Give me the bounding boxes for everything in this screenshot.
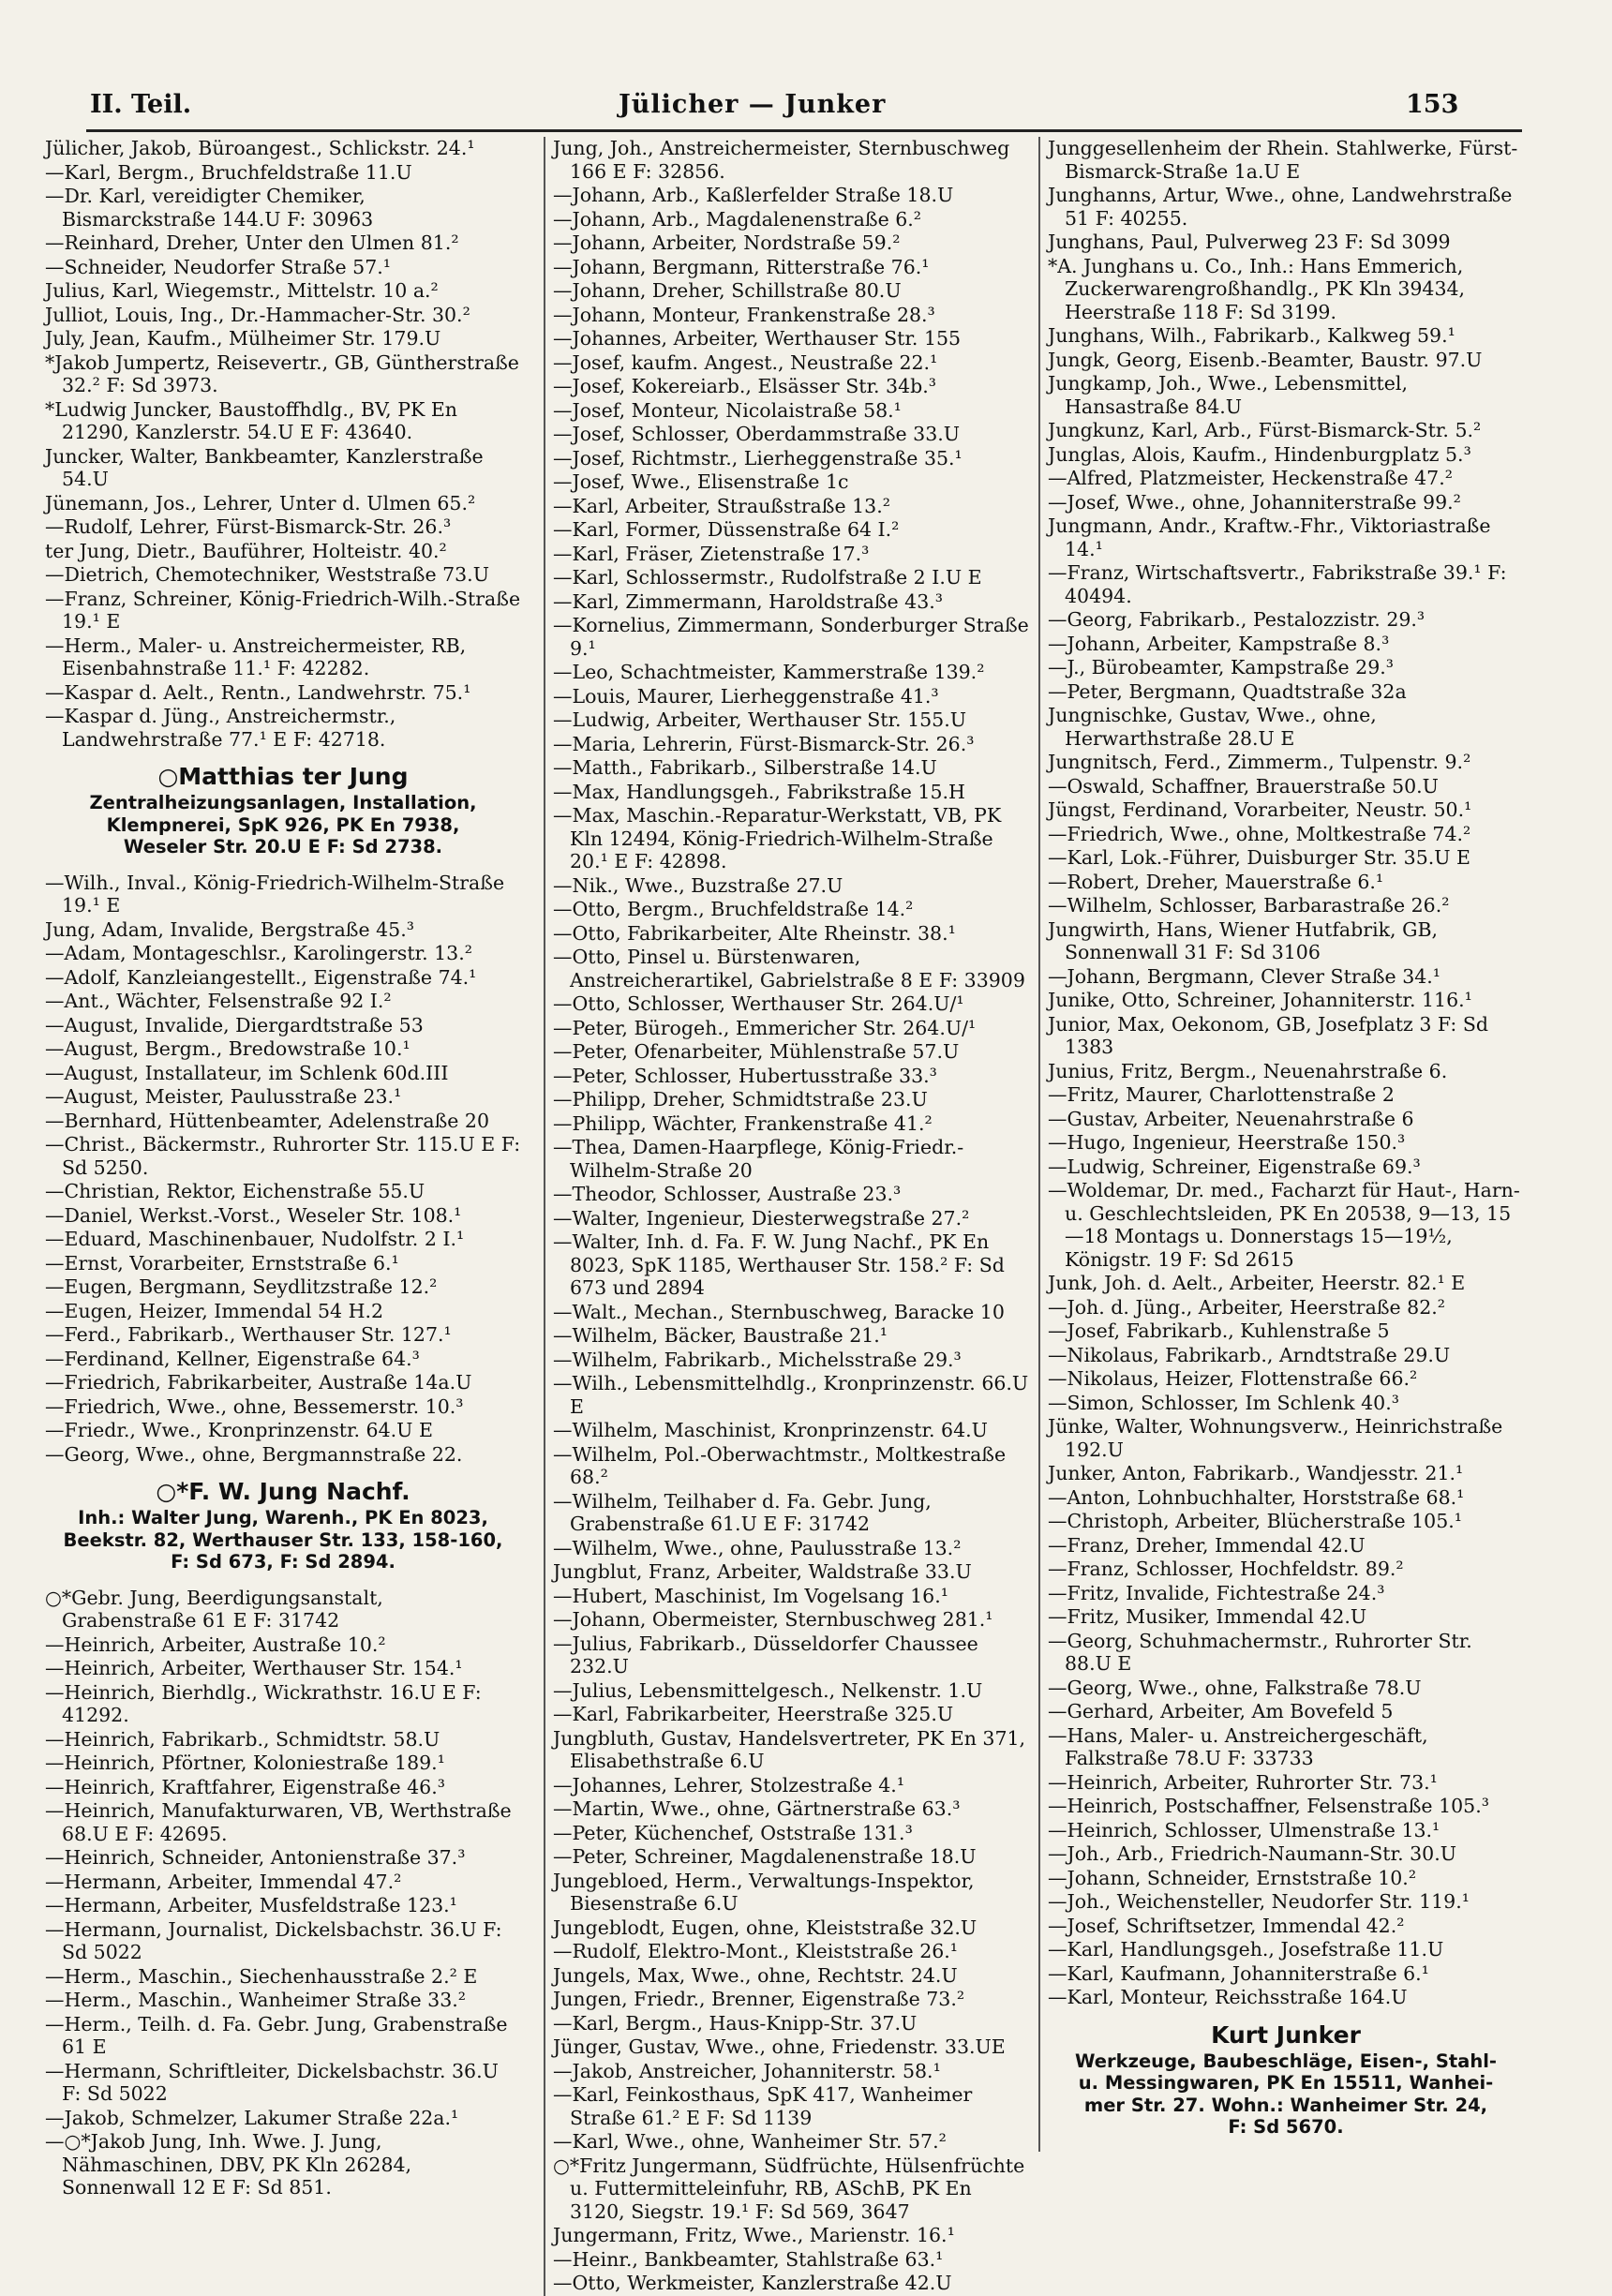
- directory-entry: Jungbluth, Gustav, Handelsvertreter, PK En 371, Elisabethstraße 6.U: [553, 1726, 1026, 1772]
- directory-entry: —Heinrich, Bierhdlg., Wickrathstr. 16.U E F: 41292.: [45, 1680, 482, 1726]
- directory-entry: —Walter, Ingenieur, Diesterwegstraße 27.²: [553, 1206, 970, 1230]
- directory-entry: —Gerhard, Arbeiter, Am Bovefeld 5: [1048, 1700, 1394, 1722]
- directory-entry: —Dr. Karl, vereidigter Chemiker, Bismarckstraße 144.U F: 30963: [45, 185, 374, 231]
- directory-entry: —Josef, Monteur, Nicolaistraße 58.¹: [553, 398, 902, 422]
- directory-entry: Juncker, Walter, Bankbeamter, Kanzlerstraße 54.U: [45, 444, 484, 490]
- directory-entry: —Kornelius, Zimmermann, Sonderburger Straße 9.¹: [553, 614, 1029, 660]
- directory-entry: —Hugo, Ingenieur, Heerstraße 150.³: [1048, 1131, 1406, 1154]
- directory-entry: —Wilhelm, Fabrikarb., Michelsstraße 29.³: [553, 1348, 962, 1371]
- directory-entry: —Herm., Maschin., Wanheimer Straße 33.²: [45, 1989, 466, 2011]
- directory-entry: —August, Meister, Paulusstraße 23.¹: [45, 1085, 402, 1108]
- directory-entry: Jungermann, Fritz, Wwe., Marienstr. 16.¹: [553, 2224, 955, 2246]
- directory-entry: —Schneider, Neudorfer Straße 57.¹: [45, 255, 391, 278]
- directory-entry: —Wilhelm, Teilhaber d. Fa. Gebr. Jung, Grabenstraße 61.U E F: 31742: [553, 1489, 932, 1535]
- advertisement-block: [1048, 2020, 1524, 2139]
- directory-entry: —Johannes, Lehrer, Stolzestraße 4.¹: [553, 1773, 905, 1797]
- directory-entry: —Karl, Schlossermstr., Rudolfstraße 2 I.U E: [553, 566, 982, 589]
- directory-entry: Jungnischke, Gustav, Wwe., ohne, Herwarthstraße 28.U E: [1048, 704, 1377, 750]
- directory-entry: —Ludwig, Arbeiter, Werthauser Str. 155.U: [553, 708, 967, 731]
- directory-entry: —Rudolf, Elektro-Mont., Kleiststraße 26.¹: [553, 1940, 959, 1962]
- page-section-label: II. Teil.: [90, 90, 192, 119]
- directory-entry: —Robert, Dreher, Mauerstraße 6.¹: [1048, 870, 1384, 893]
- directory-entry: —Otto, Schlosser, Werthauser Str. 264.U/¹: [553, 992, 964, 1015]
- directory-entry: Jungwirth, Hans, Wiener Hutfabrik, GB, Sonnenwall 31 F: Sd 3106: [1048, 917, 1439, 963]
- directory-entry: Julius, Karl, Wiegemstr., Mittelstr. 10 a.²: [45, 279, 439, 302]
- directory-entry: *Jakob Jumpertz, Reisevertr., GB, Güntherstraße 32.² F: Sd 3973.: [45, 350, 519, 396]
- directory-entry: Jünger, Gustav, Wwe., ohne, Friedenstr. 33.UE: [553, 2035, 1006, 2058]
- directory-entry: —Johann, Obermeister, Sternbuschweg 281.¹: [553, 1608, 993, 1631]
- directory-entry: —Wilh., Inval., König-Friedrich-Wilhelm-Straße 19.¹ E: [45, 871, 505, 917]
- directory-entry: —Anton, Lohnbuchhalter, Horststraße 68.¹: [1048, 1485, 1465, 1509]
- directory-entry: Junghanns, Artur, Wwe., ohne, Landwehrstraße 51 F: 40255.: [1048, 184, 1513, 230]
- directory-entry: —Julius, Lebensmittelgesch., Nelkenstr. 1.U: [553, 1678, 983, 1702]
- directory-entry: —Heinrich, Manufakturwaren, VB, Werthstraße 68.U E F: 42695.: [45, 1799, 512, 1845]
- directory-entry: —Karl, Feinkosthaus, SpK 417, Wanheimer Straße 61.² E F: Sd 1139: [553, 2083, 973, 2129]
- directory-entry: —Ludwig, Schreiner, Eigenstraße 69.³: [1048, 1155, 1421, 1178]
- advertisement-line: F: Sd 673, F: Sd 2894.: [171, 1551, 396, 1573]
- directory-entry: —Johann, Schneider, Ernststraße 10.²: [1048, 1866, 1417, 1889]
- directory-entry: —Daniel, Werkst.-Vorst., Weseler Str. 108.¹: [45, 1203, 462, 1227]
- advertisement-title: ○*F. W. Jung Nachf.: [156, 1478, 410, 1505]
- directory-entry: —Ferd., Fabrikarb., Werthauser Str. 127.¹: [45, 1323, 452, 1346]
- directory-entry: —Heinr., Bankbeamter, Stahlstraße 63.¹: [553, 2247, 944, 2271]
- directory-entry: —Louis, Maurer, Lierheggenstraße 41.³: [553, 684, 939, 708]
- directory-entry: Junglas, Alois, Kaufm., Hindenburgplatz 5.³: [1048, 442, 1471, 466]
- directory-entry: —Heinrich, Schneider, Antonienstraße 37.³: [45, 1846, 466, 1869]
- directory-entry: —Philipp, Wächter, Frankenstraße 41.²: [553, 1111, 933, 1135]
- directory-entry: —Karl, Fräser, Zietenstraße 17.³: [553, 542, 870, 565]
- advertisement-line: Zentralheizungsanlagen, Installation,: [89, 792, 477, 813]
- directory-entry: —Theodor, Schlosser, Austraße 23.³: [553, 1183, 902, 1205]
- advertisement-line: Werkzeuge, Baubeschläge, Eisen-, Stahl-: [1074, 2050, 1497, 2072]
- directory-entry: —Wilhelm, Maschinist, Kronprinzenstr. 64.U: [553, 1419, 988, 1441]
- directory-entry: —Johann, Dreher, Schillstraße 80.U: [553, 279, 902, 302]
- advertisement-block: [45, 1477, 521, 1573]
- directory-entry: —Reinhard, Dreher, Unter den Ulmen 81.²: [45, 231, 459, 254]
- directory-entry: —Friedrich, Fabrikarbeiter, Austraße 14a.U: [45, 1371, 472, 1394]
- directory-entry: Jung, Adam, Invalide, Bergstraße 45.³: [45, 917, 414, 941]
- directory-entry: —Adam, Montageschlsr., Karolingerstr. 13.²: [45, 942, 472, 964]
- directory-entry: —Gustav, Arbeiter, Neuenahrstraße 6: [1048, 1107, 1414, 1130]
- directory-entry: —Bernhard, Hüttenbeamter, Adelenstraße 20: [45, 1109, 489, 1132]
- directory-entry: —August, Invalide, Diergardtstraße 53: [45, 1013, 424, 1036]
- directory-entry: —Heinrich, Schlosser, Ulmenstraße 13.¹: [1048, 1818, 1440, 1841]
- directory-entry: —Heinrich, Arbeiter, Werthauser Str. 154.¹: [45, 1657, 463, 1679]
- directory-entry: Junghans, Paul, Pulverweg 23 F: Sd 3099: [1048, 231, 1451, 253]
- directory-entry: Jungebloed, Herm., Verwaltungs-Inspektor, Biesenstraße 6.U: [553, 1869, 975, 1915]
- directory-entry: —Wilhelm, Bäcker, Baustraße 21.¹: [553, 1324, 888, 1347]
- directory-entry: —Johann, Bergmann, Clever Straße 34.¹: [1048, 964, 1441, 988]
- directory-entry: —Karl, Bergm., Bruchfeldstraße 11.U: [45, 160, 412, 184]
- directory-entry: —Josef, Schlosser, Oberdammstraße 33.U: [553, 423, 961, 445]
- advertisement-line: Klempnerei, SpK 926, PK En 7938,: [106, 813, 460, 836]
- directory-entry: —Heinrich, Arbeiter, Austraße 10.²: [45, 1633, 386, 1656]
- directory-entry: —Max, Maschin.-Reparatur-Werkstatt, VB, PK Kln 12494, König-Friedrich-Wilhelm-Straße 20.¹ E F: 42898.: [553, 804, 1002, 872]
- directory-entry: —Heinrich, Kraftfahrer, Eigenstraße 46.³: [45, 1775, 445, 1798]
- directory-entry: —Christian, Rektor, Eichenstraße 55.U: [45, 1180, 425, 1202]
- directory-entry: —August, Installateur, im Schlenk 60d.III: [45, 1061, 449, 1084]
- directory-entry: —Simon, Schlosser, Im Schlenk 40.³: [1048, 1391, 1399, 1414]
- directory-entry: —Eugen, Heizer, Immendal 54 H.2: [45, 1299, 384, 1322]
- directory-entry: —Joh., Arb., Friedrich-Naumann-Str. 30.U: [1048, 1842, 1456, 1865]
- directory-entry: —Otto, Werkmeister, Kanzlerstraße 42.U: [553, 2272, 952, 2294]
- advertisement-line: Beekstr. 82, Werthauser Str. 133, 158-160,: [63, 1528, 503, 1551]
- directory-entry: —Nik., Wwe., Buzstraße 27.U: [553, 873, 843, 897]
- directory-entry: —Jakob, Anstreicher, Johanniterstr. 58.¹: [553, 2059, 941, 2082]
- directory-entry: —Peter, Ofenarbeiter, Mühlenstraße 57.U: [553, 1040, 960, 1063]
- directory-entry: —Peter, Schlosser, Hubertusstraße 33.³: [553, 1064, 937, 1087]
- directory-entry: —Rudolf, Lehrer, Fürst-Bismarck-Str. 26.³: [45, 515, 452, 538]
- directory-entry: —Nikolaus, Fabrikarb., Arndtstraße 29.U: [1048, 1343, 1451, 1366]
- directory-entry: —Karl, Fabrikarbeiter, Heerstraße 325.U: [553, 1703, 954, 1725]
- directory-entry: —Josef, Fabrikarb., Kuhlenstraße 5: [1048, 1319, 1390, 1342]
- directory-entry: —Friedrich, Wwe., ohne, Moltkestraße 74.²: [1048, 822, 1471, 845]
- directory-entry: —Karl, Bergm., Haus-Knipp-Str. 37.U: [553, 2011, 918, 2035]
- directory-entry: Jungmann, Andr., Kraftw.-Fhr., Viktoriastraße 14.¹: [1048, 514, 1491, 560]
- advertisement-block: [45, 762, 521, 858]
- directory-entry: —Ferdinand, Kellner, Eigenstraße 64.³: [45, 1347, 420, 1370]
- directory-entry: —Max, Handlungsgeh., Fabrikstraße 15.H: [553, 780, 965, 803]
- directory-entry: —Alfred, Platzmeister, Heckenstraße 47.²: [1048, 467, 1453, 489]
- advertisement-line: Inh.: Walter Jung, Warenh., PK En 8023,: [78, 1507, 488, 1528]
- directory-entry: —Eugen, Bergmann, Seydlitzstraße 12.²: [45, 1275, 438, 1298]
- directory-entry: Junghans, Wilh., Fabrikarb., Kalkweg 59.¹: [1048, 324, 1455, 347]
- directory-entry: —Franz, Schreiner, König-Friedrich-Wilh.-Straße 19.¹ E: [45, 587, 521, 633]
- directory-entry: —Johann, Arbeiter, Kampstraße 8.³: [1048, 632, 1390, 655]
- directory-entry: —August, Bergm., Bredowstraße 10.¹: [45, 1037, 410, 1060]
- directory-entry: —Christoph, Arbeiter, Blücherstraße 105.¹: [1048, 1510, 1462, 1532]
- column-3: [1038, 137, 1524, 2152]
- directory-entry: —Julius, Fabrikarb., Düsseldorfer Chaussee 232.U: [553, 1632, 978, 1677]
- directory-entry: Jünemann, Jos., Lehrer, Unter d. Ulmen 65.²: [45, 491, 476, 514]
- directory-entry: —Heinrich, Pförtner, Koloniestraße 189.¹: [45, 1752, 445, 1774]
- directory-entry: —Peter, Bergmann, Quadtstraße 32a: [1048, 679, 1407, 703]
- page-range-header: Jülicher — Junker: [619, 90, 887, 119]
- advertisement-title: Kurt Junker: [1211, 2020, 1361, 2049]
- directory-entry: —Josef, Wwe., ohne, Johanniterstraße 99.²: [1048, 490, 1461, 514]
- directory-entry: —Fritz, Invalide, Fichtestraße 24.³: [1048, 1581, 1385, 1604]
- directory-entry: —Josef, Wwe., Elisenstraße 1c: [553, 470, 849, 493]
- directory-entry: —Peter, Schreiner, Magdalenenstraße 18.U: [553, 1845, 977, 1868]
- directory-entry: Jungen, Friedr., Brenner, Eigenstraße 73.²: [553, 1988, 965, 2010]
- directory-entry: —Christ., Bäckermstr., Ruhrorter Str. 115.U E F: Sd 5250.: [45, 1133, 521, 1179]
- directory-entry: Junike, Otto, Schreiner, Johanniterstr. 116.¹: [1048, 989, 1472, 1011]
- directory-entry: —Karl, Wwe., ohne, Wanheimer Str. 57.²: [553, 2130, 947, 2153]
- directory-entry: —Josef, Schriftsetzer, Immendal 42.²: [1048, 1914, 1405, 1937]
- advertisement-line: F: Sd 5670.: [1228, 2116, 1344, 2138]
- directory-entry: Jungkunz, Karl, Arb., Fürst-Bismarck-Str. 5.²: [1048, 419, 1482, 441]
- directory-entry: Junker, Anton, Fabrikarb., Wandjesstr. 21.¹: [1048, 1462, 1464, 1484]
- directory-entry: Jungk, Georg, Eisenb.-Beamter, Baustr. 97.U: [1048, 348, 1483, 371]
- directory-entry: —Martin, Wwe., ohne, Gärtnerstraße 63.³: [553, 1797, 961, 1820]
- directory-entry: —Woldemar, Dr. med., Facharzt für Haut-, Harn- u. Geschlechtsleiden, PK En 20538, 9—13, 15—18 Montags u. Donnerstags 15—19½, Königstr. 19 F: Sd 2615: [1048, 1179, 1520, 1271]
- header-rule: [86, 129, 1522, 132]
- directory-entry: —Kaspar d. Jüng., Anstreichermstr., Landwehrstraße 77.¹ E F: 42718.: [45, 705, 396, 751]
- directory-entry: —○*Jakob Jung, Inh. Wwe. J. Jung, Nähmaschinen, DBV, PK Kln 26284, Sonnenwall 12 E F: Sd 851.: [45, 2130, 412, 2199]
- directory-entry: —Johann, Bergmann, Ritterstraße 76.¹: [553, 255, 930, 278]
- directory-entry: —Leo, Schachtmeister, Kammerstraße 139.²: [553, 661, 985, 683]
- directory-entry: —Georg, Wwe., ohne, Bergmannstraße 22.: [45, 1442, 463, 1466]
- directory-entry: —Franz, Wirtschaftsvertr., Fabrikstraße 39.¹ F: 40494.: [1048, 561, 1507, 607]
- directory-entry: —Hermann, Journalist, Dickelsbachstr. 36.U F: Sd 5022: [45, 1917, 502, 1963]
- directory-entry: Junior, Max, Oekonom, GB, Josefplatz 3 F: Sd 1383: [1048, 1012, 1488, 1058]
- directory-entry: —Josef, Kokereiarb., Elsässer Str. 34b.³: [553, 375, 936, 397]
- directory-entry: —Ant., Wächter, Felsenstraße 92 I.²: [45, 990, 392, 1012]
- directory-entry: —Johann, Arb., Kaßlerfelder Straße 18.U: [553, 184, 954, 206]
- directory-entry: —Herm., Maler- u. Anstreichermeister, RB, Eisenbahnstraße 11.¹ F: 42282.: [45, 634, 467, 679]
- directory-entry: —Walter, Inh. d. Fa. F. W. Jung Nachf., PK En 8023, SpK 1185, Werthauser Str. 158.² F: Sd 673 und 2894: [553, 1230, 1005, 1299]
- directory-entry: —Adolf, Kanzleiangestellt., Eigenstraße 74.¹: [45, 965, 477, 989]
- directory-entry: —Thea, Damen-Haarpflege, König-Friedr.-Wilhelm-Straße 20: [553, 1136, 964, 1182]
- directory-entry: Jungblut, Franz, Arbeiter, Waldstraße 33.U: [553, 1560, 972, 1583]
- directory-entry: —Hermann, Schriftleiter, Dickelsbachstr. 36.U F: Sd 5022: [45, 2059, 499, 2105]
- directory-entry: —Herm., Maschin., Siechenhausstraße 2.² E: [45, 1964, 478, 1988]
- directory-entry: —Otto, Bergm., Bruchfeldstraße 14.²: [553, 898, 914, 920]
- directory-entry: ter Jung, Dietr., Bauführer, Holteistr. 40.²: [45, 539, 447, 562]
- directory-entry: ○*Gebr. Jung, Beerdigungsanstalt, Grabenstraße 61 E F: 31742: [45, 1586, 383, 1632]
- directory-entry: —Joh. d. Jüng., Arbeiter, Heerstraße 82.²: [1048, 1295, 1445, 1319]
- directory-entry: —Hubert, Maschinist, Im Vogelsang 16.¹: [553, 1584, 948, 1607]
- directory-entry: —Maria, Lehrerin, Fürst-Bismarck-Str. 26.³: [553, 732, 975, 755]
- directory-entry: —Hermann, Arbeiter, Immendal 47.²: [45, 1870, 402, 1893]
- directory-entry: Jünke, Walter, Wohnungsverw., Heinrichstraße 192.U: [1048, 1415, 1503, 1461]
- directory-entry: —Heinrich, Fabrikarb., Schmidtstr. 58.U: [45, 1727, 440, 1751]
- directory-entry: Julliot, Louis, Ing., Dr.-Hammacher-Str. 30.²: [45, 303, 470, 326]
- directory-entry: Jungkamp, Joh., Wwe., Lebensmittel, Hansastraße 84.U: [1048, 372, 1408, 418]
- directory-entry: —Georg, Schuhmachermstr., Ruhrorter Str. 88.U E: [1048, 1629, 1472, 1675]
- directory-entry: —Ernst, Vorarbeiter, Ernststraße 6.¹: [45, 1251, 399, 1275]
- directory-entry: Jungnitsch, Ferd., Zimmerm., Tulpenstr. 9.²: [1048, 751, 1471, 773]
- directory-entry: —Kaspar d. Aelt., Rentn., Landwehrstr. 75.¹: [45, 680, 471, 704]
- directory-entry: Jung, Joh., Anstreichermeister, Sternbuschweg 166 E F: 32856.: [553, 137, 1010, 183]
- directory-entry: Junggesellenheim der Rhein. Stahlwerke, Fürst-Bismarck-Straße 1a.U E: [1048, 137, 1518, 183]
- directory-entry: Junius, Fritz, Bergm., Neuenahrstraße 6.: [1048, 1059, 1448, 1082]
- directory-entry: —J., Bürobeamter, Kampstraße 29.³: [1048, 656, 1394, 678]
- directory-entry: —Georg, Wwe., ohne, Falkstraße 78.U: [1048, 1676, 1422, 1699]
- directory-entry: —Herm., Teilh. d. Fa. Gebr. Jung, Grabenstraße 61 E: [45, 2012, 508, 2058]
- directory-entry: Jüngst, Ferdinand, Vorarbeiter, Neustr. 50.¹: [1048, 798, 1472, 821]
- directory-entry: —Fritz, Musiker, Immendal 42.U: [1048, 1605, 1367, 1628]
- directory-entry: —Karl, Handlungsgeh., Josefstraße 11.U: [1048, 1938, 1444, 1961]
- column-2: [544, 137, 1029, 2296]
- directory-entry: July, Jean, Kaufm., Mülheimer Str. 179.U: [45, 327, 441, 350]
- directory-entry: —Dietrich, Chemotechniker, Weststraße 73.U: [45, 563, 489, 586]
- directory-entry: Jungels, Max, Wwe., ohne, Rechtstr. 24.U: [553, 1963, 958, 1987]
- directory-entry: —Matth., Fabrikarb., Silberstraße 14.U: [553, 756, 937, 779]
- directory-entry: —Karl, Arbeiter, Straußstraße 13.²: [553, 494, 890, 517]
- directory-entry: —Oswald, Schaffner, Brauerstraße 50.U: [1048, 774, 1439, 798]
- directory-entry: —Peter, Küchenchef, Oststraße 131.³: [553, 1821, 913, 1844]
- directory-entry: *Ludwig Juncker, Baustoffhdlg., BV, PK En 21290, Kanzlerstr. 54.U E F: 43640.: [45, 397, 457, 443]
- advertisement-line: mer Str. 27. Wohn.: Wanheimer Str. 24,: [1083, 2094, 1488, 2116]
- directory-entry: —Wilhelm, Wwe., ohne, Paulusstraße 13.²: [553, 1536, 962, 1559]
- directory-entry: —Friedrich, Wwe., ohne, Bessemerstr. 10.³: [45, 1394, 464, 1418]
- directory-entry: —Eduard, Maschinenbauer, Nudolfstr. 2 I.¹: [45, 1228, 465, 1250]
- directory-entry: ○*Fritz Jungermann, Südfrüchte, Hülsenfrüchte u. Futtermitteleinfuhr, RB, ASchB, PK En 3120, Siegstr. 19.¹ F: Sd 569, 3647: [553, 2154, 1025, 2223]
- directory-entry: —Hermann, Arbeiter, Musfeldstraße 123.¹: [45, 1894, 457, 1916]
- directory-entry: —Johannes, Arbeiter, Werthauser Str. 155: [553, 327, 962, 350]
- directory-entry: *A. Junghans u. Co., Inh.: Hans Emmerich, Zuckerwarengroßhandlg., PK Kln 39434, Heerstraße 118 F: Sd 3199.: [1048, 254, 1466, 323]
- directory-entry: —Karl, Kaufmann, Johanniterstraße 6.¹: [1048, 1961, 1429, 1985]
- directory-entry: —Heinrich, Postschaffner, Felsenstraße 105.³: [1048, 1795, 1489, 1817]
- advertisement-line: Weseler Str. 20.U E F: Sd 2738.: [123, 836, 443, 857]
- directory-entry: Jungeblodt, Eugen, ohne, Kleiststraße 32.U: [553, 1916, 978, 1939]
- directory-entry: —Philipp, Dreher, Schmidtstraße 23.U: [553, 1088, 928, 1111]
- advertisement-title: ○Matthias ter Jung: [157, 763, 409, 790]
- directory-entry: —Nikolaus, Heizer, Flottenstraße 66.²: [1048, 1367, 1418, 1390]
- directory-entry: —Friedr., Wwe., Kronprinzenstr. 64.U E: [45, 1419, 433, 1441]
- directory-entry: —Otto, Fabrikarbeiter, Alte Rheinstr. 38.¹: [553, 921, 956, 945]
- directory-entry: —Otto, Pinsel u. Bürstenwaren, Anstreicherartikel, Gabrielstraße 8 E F: 33909: [553, 946, 1025, 991]
- directory-entry: —Johann, Arbeiter, Nordstraße 59.²: [553, 231, 901, 254]
- directory-entry: —Franz, Dreher, Immendal 42.U: [1048, 1533, 1366, 1557]
- directory-entry: —Georg, Fabrikarb., Pestalozzistr. 29.³: [1048, 608, 1425, 631]
- directory-entry: —Johann, Arb., Magdalenenstraße 6.²: [553, 207, 922, 231]
- directory-entry: —Wilh., Lebensmittelhdlg., Kronprinzenstr. 66.U E: [553, 1372, 1029, 1418]
- directory-entry: —Walt., Mechan., Sternbuschweg, Baracke 10: [553, 1300, 1005, 1323]
- directory-entry: —Karl, Zimmermann, Haroldstraße 43.³: [553, 589, 943, 613]
- directory-entry: —Franz, Schlosser, Hochfeldstr. 89.²: [1048, 1558, 1404, 1580]
- directory-entry: —Karl, Former, Düssenstraße 64 I.²: [553, 518, 900, 541]
- directory-entry: —Karl, Monteur, Reichsstraße 164.U: [1048, 1986, 1408, 2008]
- directory-entry: —Fritz, Maurer, Charlottenstraße 2: [1048, 1083, 1395, 1106]
- directory-entry: —Wilhelm, Pol.-Oberwachtmstr., Moltkestraße 68.²: [553, 1442, 1007, 1488]
- page-number: 153: [1406, 90, 1459, 119]
- directory-entry: —Josef, Richtmstr., Lierheggenstraße 35.¹: [553, 446, 963, 470]
- directory-entry: Jülicher, Jakob, Büroangest., Schlickstr. 24.¹: [45, 137, 475, 159]
- column-1: [45, 137, 521, 2200]
- directory-entry: —Wilhelm, Schlosser, Barbarastraße 26.²: [1048, 894, 1450, 917]
- directory-entry: —Hans, Maler- u. Anstreichergeschäft, Falkstraße 78.U F: 33733: [1048, 1723, 1428, 1769]
- directory-entry: —Josef, kaufm. Angest., Neustraße 22.¹: [553, 350, 938, 374]
- directory-entry: —Joh., Weichensteller, Neudorfer Str. 119.¹: [1048, 1890, 1470, 1913]
- directory-entry: —Peter, Bürogeh., Emmericher Str. 264.U/¹: [553, 1016, 977, 1039]
- directory-entry: —Heinrich, Arbeiter, Ruhrorter Str. 73.¹: [1048, 1770, 1438, 1794]
- directory-entry: —Johann, Monteur, Frankenstraße 28.³: [553, 303, 935, 326]
- directory-entry: —Jakob, Schmelzer, Lakumer Straße 22a.¹: [45, 2106, 459, 2129]
- advertisement-line: u. Messingwaren, PK En 15511, Wanhei-: [1078, 2072, 1494, 2094]
- directory-entry: —Karl, Lok.-Führer, Duisburger Str. 35.U E: [1048, 846, 1471, 869]
- directory-entry: Junk, Joh. d. Aelt., Arbeiter, Heerstr. 82.¹ E: [1048, 1272, 1466, 1294]
